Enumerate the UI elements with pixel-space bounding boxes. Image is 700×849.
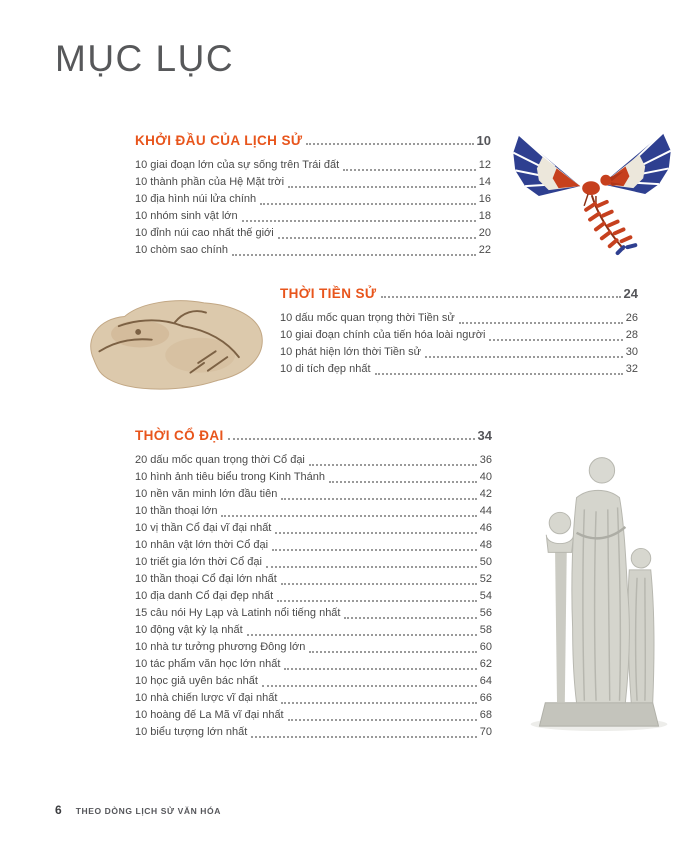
- section-page-number: 24: [623, 286, 638, 301]
- toc-item: [135, 469, 492, 486]
- toc-item: [135, 571, 492, 588]
- toc-item-label: 10 nhân vật lớn thời Cổ đại: [135, 539, 269, 551]
- bird-left-wing: [513, 135, 580, 196]
- toc-item: [280, 310, 638, 327]
- toc-item-label: 10 hoàng đế La Mã vĩ đại nhất: [135, 709, 284, 721]
- section-page-number: 34: [477, 428, 492, 443]
- toc-item-label: 10 động vật kỳ lạ nhất: [135, 624, 243, 636]
- toc-item-label: 10 học giả uyên bác nhất: [135, 675, 258, 687]
- section-header: [280, 286, 638, 301]
- section-items: [135, 157, 491, 259]
- dot-leader: [288, 719, 477, 721]
- dot-leader: [284, 668, 476, 670]
- toc-item-page: 50: [479, 556, 492, 568]
- dot-leader: [489, 339, 622, 341]
- toc-item-label: 15 câu nói Hy Lạp và Latinh nổi tiếng nhất: [135, 607, 341, 619]
- page-title: MỤC LỤC: [55, 38, 235, 79]
- toc-item-label: 10 tác phẩm văn học lớn nhất: [135, 658, 281, 670]
- toc-item-label: 10 địa danh Cổ đại đẹp nhất: [135, 590, 274, 602]
- toc-item-page: 54: [479, 590, 492, 602]
- toc-item: [135, 486, 492, 503]
- toc-item-page: 42: [479, 488, 492, 500]
- toc-item-page: 30: [625, 346, 638, 358]
- toc-item: [135, 157, 491, 174]
- toc-item-label: 10 triết gia lớn thời Cổ đại: [135, 556, 262, 568]
- dot-leader: [221, 515, 476, 517]
- toc-item-label: 10 di tích đẹp nhất: [280, 363, 371, 375]
- toc-item-page: 68: [479, 709, 492, 721]
- archaeopteryx-image: [512, 131, 674, 257]
- toc-item-page: 56: [479, 607, 492, 619]
- toc-item-label: 10 đỉnh núi cao nhất thế giới: [135, 227, 274, 239]
- toc-item: [135, 724, 492, 741]
- toc-item: [135, 707, 492, 724]
- dot-leader: [278, 237, 476, 239]
- toc-item: [135, 554, 492, 571]
- section-title: THỜI CỔ ĐẠI: [135, 428, 224, 443]
- toc-item-label: 10 thần thoại lớn: [135, 505, 218, 517]
- toc-item-page: 64: [479, 675, 492, 687]
- dot-leader: [343, 169, 476, 171]
- toc-section-prehistory: [280, 286, 638, 378]
- toc-item-label: 10 chòm sao chính: [135, 244, 228, 256]
- toc-item-label: 20 dấu mốc quan trọng thời Cổ đại: [135, 454, 305, 466]
- bird-tail: [586, 196, 635, 253]
- toc-item: [135, 537, 492, 554]
- toc-item: [280, 361, 638, 378]
- toc-item-page: 40: [479, 471, 492, 483]
- section-items: [280, 310, 638, 378]
- dot-leader: [247, 634, 477, 636]
- statue-main-figure: [572, 458, 630, 703]
- dot-leader: [425, 356, 623, 358]
- dot-leader: [262, 685, 477, 687]
- dot-leader: [329, 481, 477, 483]
- toc-item: [135, 208, 491, 225]
- footer-page-number: 6: [55, 803, 62, 817]
- toc-item: [135, 242, 491, 259]
- toc-item-page: 66: [479, 692, 492, 704]
- statue-left-bust: [546, 512, 573, 702]
- toc-item-page: 26: [625, 312, 638, 324]
- toc-item-page: 70: [479, 726, 492, 738]
- dot-leader: [242, 220, 476, 222]
- toc-item: [135, 452, 492, 469]
- toc-item-label: 10 thần thoại Cổ đại lớn nhất: [135, 573, 277, 585]
- toc-item-label: 10 hình ảnh tiêu biểu trong Kinh Thánh: [135, 471, 326, 483]
- toc-item-label: 10 nền văn minh lớn đầu tiên: [135, 488, 278, 500]
- section-page-number: 10: [476, 133, 491, 148]
- toc-item: [135, 690, 492, 707]
- toc-section-ancient-times: [135, 428, 492, 741]
- toc-item: [135, 588, 492, 605]
- page-footer: [55, 803, 221, 817]
- toc-item-label: 10 phát hiện lớn thời Tiền sử: [280, 346, 422, 358]
- dot-leader: [309, 651, 476, 653]
- toc-item-label: 10 vị thần Cổ đại vĩ đại nhất: [135, 522, 272, 534]
- toc-item-page: 16: [478, 193, 491, 205]
- toc-item: [135, 225, 491, 242]
- toc-item-label: 10 địa hình núi lửa chính: [135, 193, 257, 205]
- dot-leader: [375, 373, 623, 375]
- toc-item-page: 58: [479, 624, 492, 636]
- dot-leader: [281, 702, 476, 704]
- dot-leader: [288, 186, 476, 188]
- footer-book-title: THEO DÒNG LỊCH SỬ VĂN HÓA: [75, 806, 221, 816]
- dot-leader: [344, 617, 476, 619]
- toc-item: [135, 605, 492, 622]
- toc-item-page: 52: [479, 573, 492, 585]
- dot-leader: [309, 464, 477, 466]
- toc-item-page: 48: [479, 539, 492, 551]
- toc-item: [135, 191, 491, 208]
- dot-leader: [381, 296, 621, 298]
- dot-leader: [275, 532, 476, 534]
- toc-item-page: 36: [479, 454, 492, 466]
- toc-item-label: 10 giai đoạn lớn của sự sống trên Trái đất: [135, 159, 340, 171]
- roman-statue-image: [516, 438, 682, 737]
- toc-item-label: 10 dấu mốc quan trọng thời Tiền sử: [280, 312, 455, 324]
- toc-item-page: 44: [479, 505, 492, 517]
- dot-leader: [281, 498, 476, 500]
- toc-item: [280, 327, 638, 344]
- dot-leader: [251, 736, 476, 738]
- toc-item-label: 10 giai đoạn chính của tiến hóa loài người: [280, 329, 486, 341]
- toc-item: [135, 622, 492, 639]
- dot-leader: [260, 203, 476, 205]
- toc-item: [280, 344, 638, 361]
- section-title: THỜI TIỀN SỬ: [280, 286, 377, 301]
- toc-item-page: 18: [478, 210, 491, 222]
- toc-item: [135, 656, 492, 673]
- toc-item: [135, 639, 492, 656]
- dot-leader: [228, 438, 475, 440]
- dot-leader: [281, 583, 477, 585]
- toc-item-page: 62: [479, 658, 492, 670]
- section-header: [135, 133, 491, 148]
- toc-item: [135, 503, 492, 520]
- dot-leader: [232, 254, 476, 256]
- toc-item-page: 46: [479, 522, 492, 534]
- toc-item: [135, 520, 492, 537]
- toc-item-label: 10 thành phần của Hệ Mặt trời: [135, 176, 285, 188]
- section-items: [135, 452, 492, 741]
- toc-item-label: 10 nhà chiến lược vĩ đại nhất: [135, 692, 278, 704]
- section-title: KHỞI ĐẦU CỦA LỊCH SỬ: [135, 133, 303, 148]
- toc-item-page: 20: [478, 227, 491, 239]
- dot-leader: [277, 600, 477, 602]
- toc-item-page: 60: [479, 641, 492, 653]
- toc-item-label: 10 nhóm sinh vật lớn: [135, 210, 238, 222]
- dot-leader: [459, 322, 623, 324]
- toc-item-label: 10 biểu tượng lớn nhất: [135, 726, 248, 738]
- toc-item: [135, 174, 491, 191]
- toc-item-page: 14: [478, 176, 491, 188]
- toc-section-beginning-of-history: [135, 133, 491, 259]
- prehistoric-carving-image: [82, 295, 266, 397]
- toc-item-page: 12: [478, 159, 491, 171]
- toc-item-page: 22: [478, 244, 491, 256]
- toc-item-page: 32: [625, 363, 638, 375]
- statue-right-figure: [628, 548, 654, 702]
- toc-item: [135, 673, 492, 690]
- toc-item-page: 28: [625, 329, 638, 341]
- section-header: [135, 428, 492, 443]
- dot-leader: [272, 549, 477, 551]
- toc-item-label: 10 nhà tư tưởng phương Đông lớn: [135, 641, 306, 653]
- dot-leader: [266, 566, 477, 568]
- dot-leader: [306, 143, 473, 145]
